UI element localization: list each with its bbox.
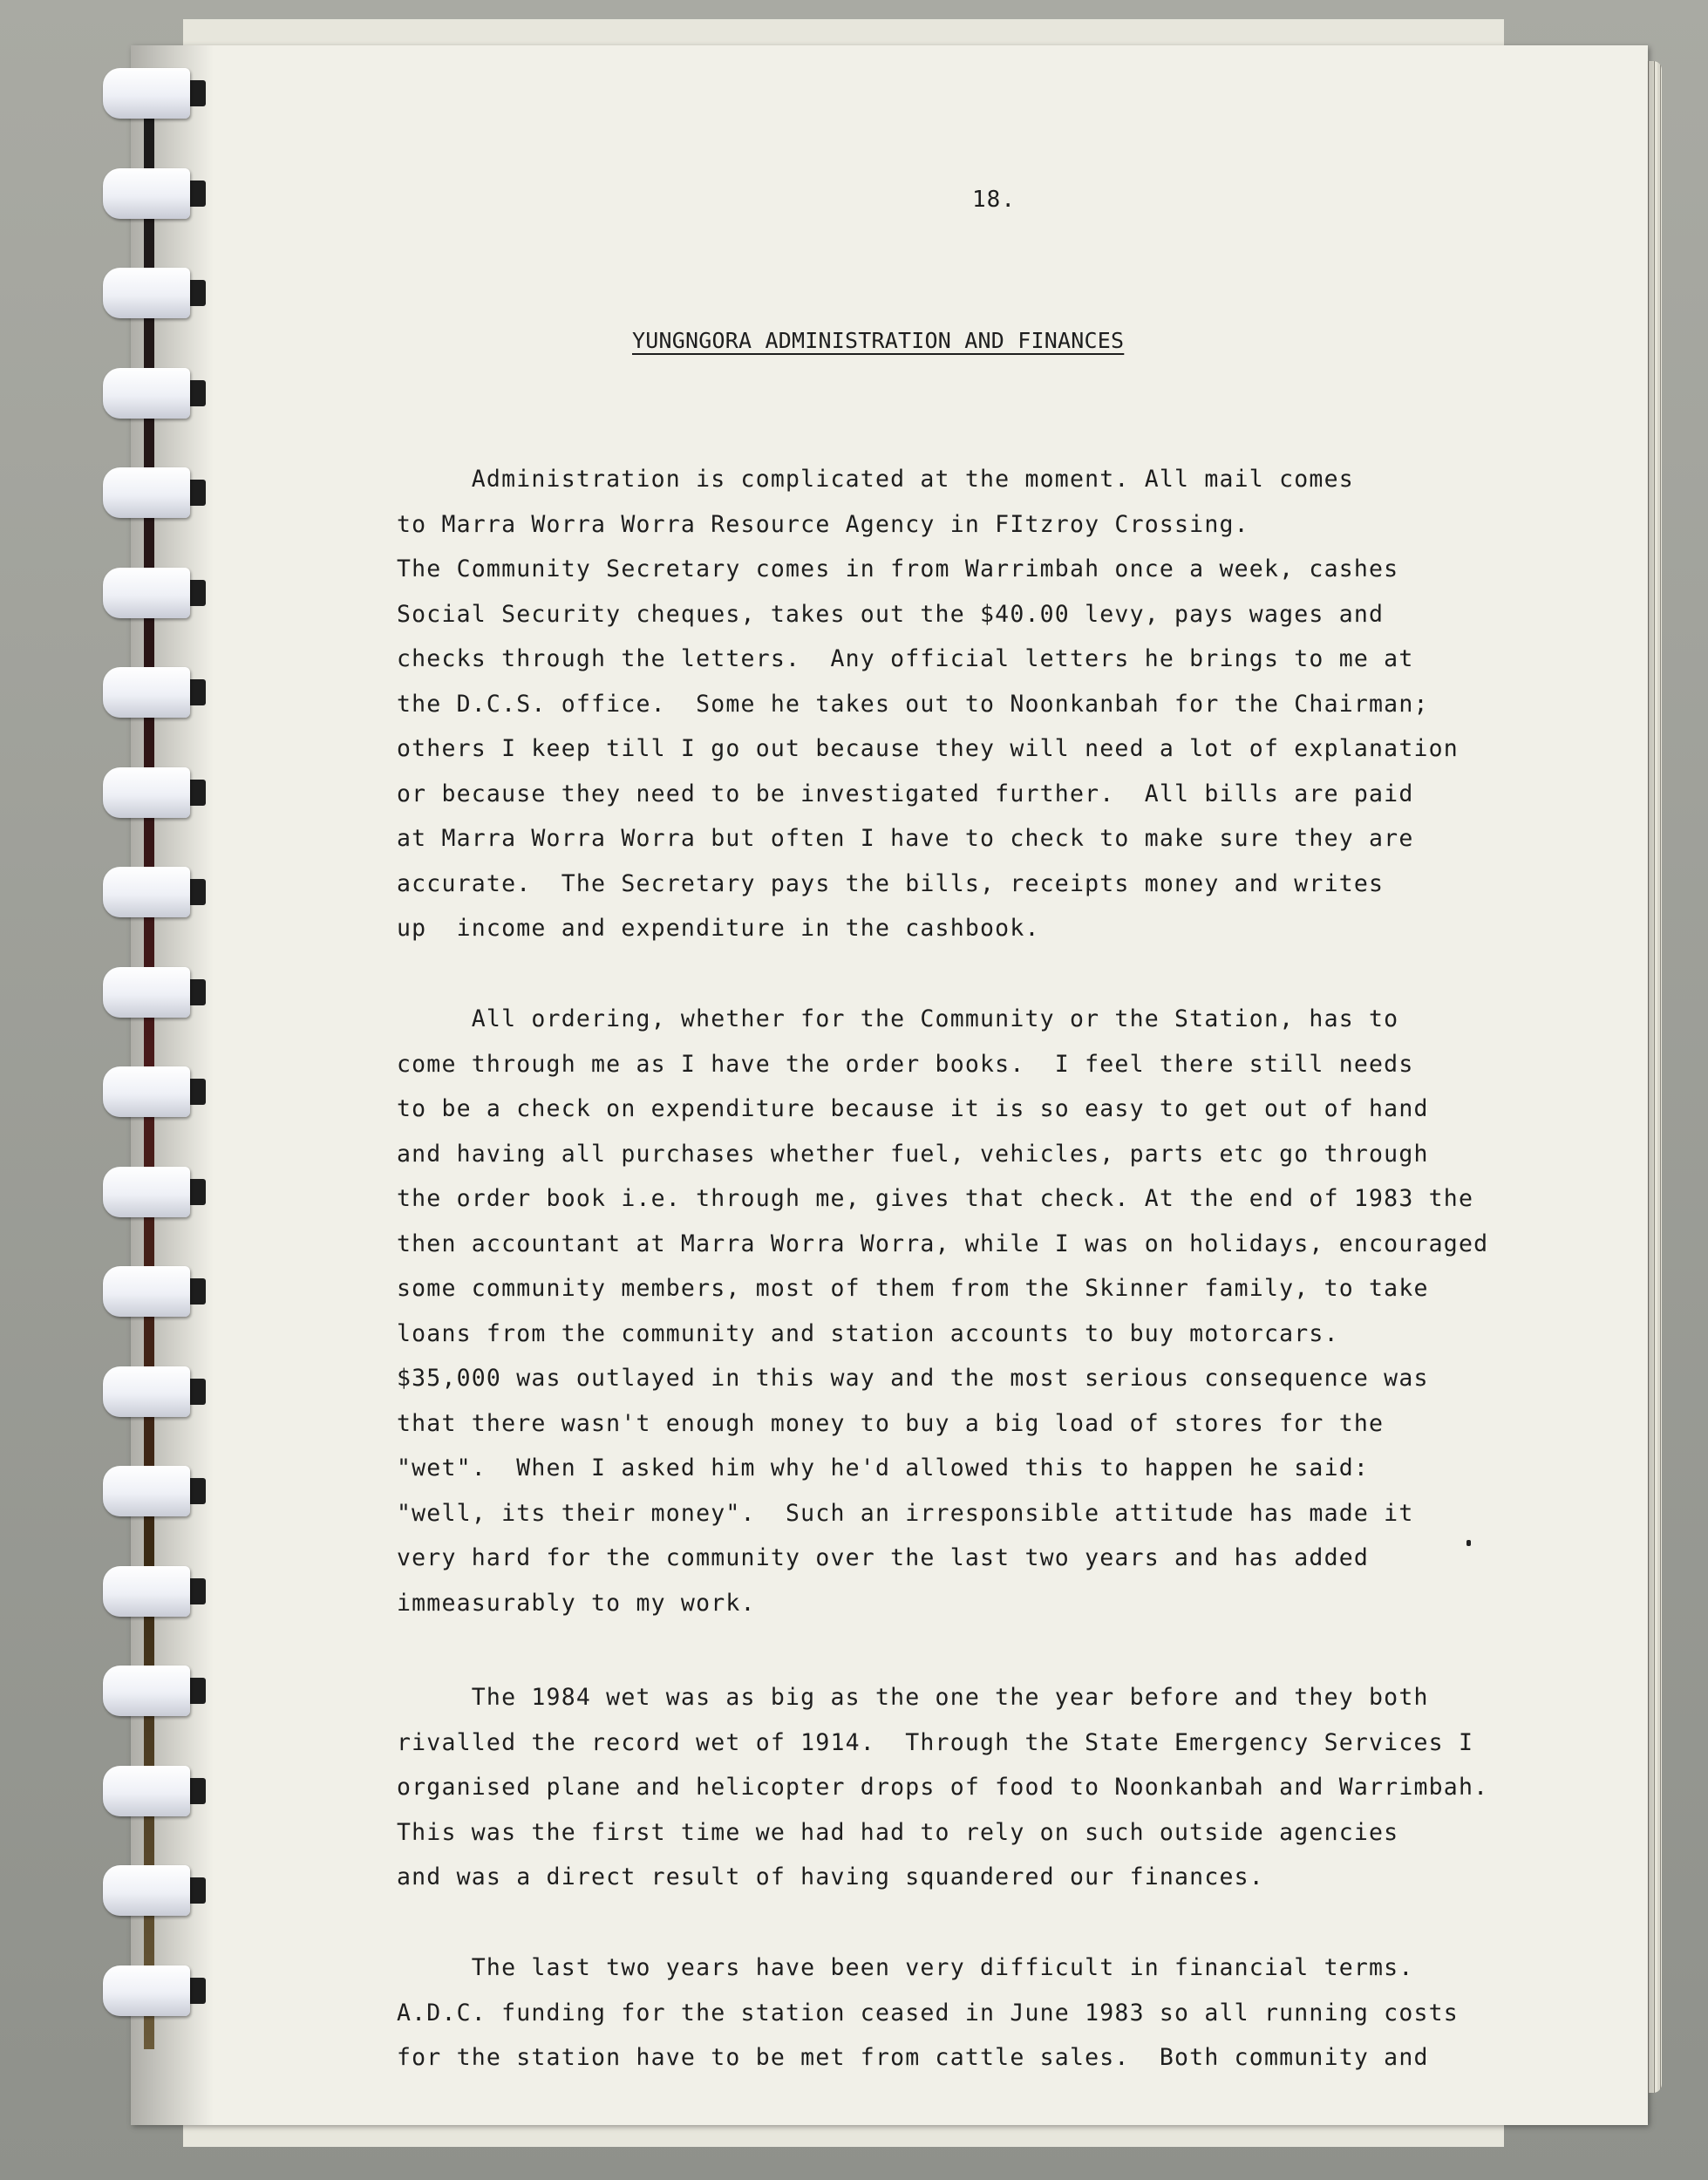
- text-line: The 1984 wet was as big as the one the year before and they both: [397, 1684, 1429, 1711]
- text-line: others I keep till I go out because they will need a lot of explanation: [397, 735, 1459, 762]
- text-line: to be a check on expenditure because it is so easy to get out of hand: [397, 1095, 1429, 1122]
- text-line: at Marra Worra Worra but often I have to check to make sure they are: [397, 825, 1414, 852]
- text-line: All ordering, whether for the Community or the Station, has to: [397, 1005, 1399, 1032]
- text-line: and having all purchases whether fuel, vehicles, parts etc go through: [397, 1140, 1429, 1168]
- paragraph-financial-terms: [397, 1945, 1600, 2081]
- text-line: The Community Secretary comes in from Warrimbah once a week, cashes: [397, 555, 1399, 582]
- page-number: 18.: [972, 187, 1016, 213]
- text-line: Administration is complicated at the moment. All mail comes: [397, 466, 1354, 493]
- ink-speck: [1466, 1540, 1471, 1546]
- text-line: organised plane and helicopter drops of food to Noonkanbah and Warrimbah.: [397, 1774, 1489, 1801]
- text-line: rivalled the record wet of 1914. Through the State Emergency Services I: [397, 1728, 1474, 1756]
- text-line: Social Security cheques, takes out the $40.00 levy, pays wages and: [397, 600, 1385, 628]
- text-line: immeasurably to my work.: [397, 1589, 756, 1617]
- text-line: checks through the letters. Any official letters he brings to me at: [397, 645, 1414, 672]
- text-line: that there wasn't enough money to buy a big load of stores for the: [397, 1409, 1385, 1437]
- text-line: come through me as I have the order books. I feel there still needs: [397, 1050, 1414, 1078]
- paragraph-1984-wet: [397, 1675, 1600, 1900]
- text-line: for the station have to be met from cattle sales. Both community and: [397, 2044, 1429, 2071]
- text-line: "well, its their money". Such an irresponsible attitude has made it: [397, 1499, 1414, 1527]
- text-line: or because they need to be investigated further. All bills are paid: [397, 780, 1414, 807]
- text-line: $35,000 was outlayed in this way and the most serious consequence was: [397, 1365, 1429, 1392]
- text-line: very hard for the community over the last two years and has added: [397, 1544, 1370, 1571]
- document-title: YUNGNGORA ADMINISTRATION AND FINANCES: [632, 328, 1125, 353]
- text-line: then accountant at Marra Worra Worra, while I was on holidays, encouraged: [397, 1230, 1489, 1257]
- paragraph-administration: [397, 457, 1600, 951]
- text-line: A.D.C. funding for the station ceased in June 1983 so all running costs: [397, 1999, 1459, 2027]
- text-line: up income and expenditure in the cashbook.: [397, 915, 1040, 942]
- text-line: accurate. The Secretary pays the bills, receipts money and writes: [397, 869, 1385, 897]
- text-line: "wet". When I asked him why he'd allowed this to happen he said:: [397, 1454, 1370, 1482]
- text-line: some community members, most of them from the Skinner family, to take: [397, 1275, 1429, 1302]
- text-line: the D.C.S. office. Some he takes out to Noonkanbah for the Chairman;: [397, 690, 1429, 718]
- text-line: The last two years have been very difficult in financial terms.: [397, 1954, 1414, 1981]
- text-line: to Marra Worra Worra Resource Agency in FItzroy Crossing.: [397, 510, 1249, 538]
- text-line: and was a direct result of having squandered our finances.: [397, 1863, 1264, 1890]
- text-line: the order book i.e. through me, gives that check. At the end of 1983 the: [397, 1185, 1474, 1212]
- paragraph-ordering: [397, 997, 1600, 1625]
- text-line: This was the first time we had had to rely on such outside agencies: [397, 1818, 1399, 1846]
- text-line: loans from the community and station accounts to buy motorcars.: [397, 1319, 1339, 1347]
